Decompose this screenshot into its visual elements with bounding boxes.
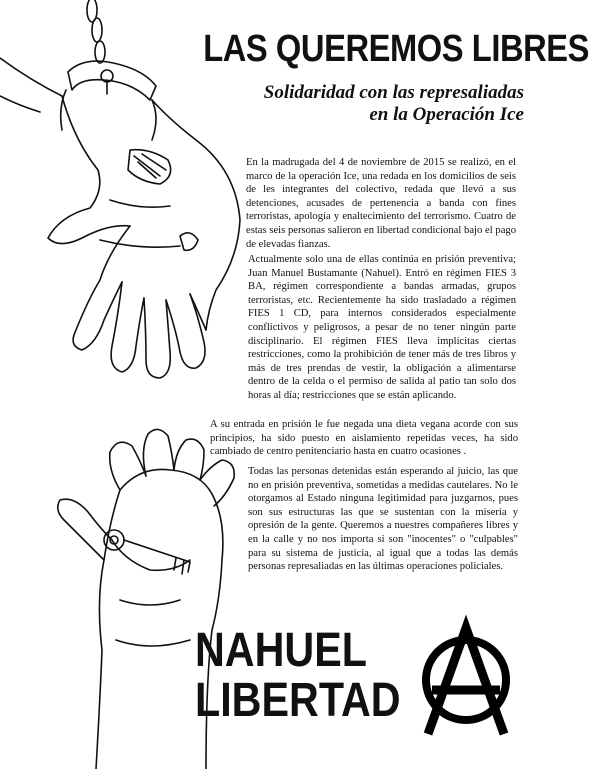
handcuff xyxy=(61,61,156,140)
paragraph-raid: En la madrugada del 4 de noviembre de 2015 se realizó, en el marco de la operación Ice, una redada en los domicilios de seis de les integrantes del colectivo, redada que llevó a sus detenciones, acusades de pertenencia a banda con fines terroristas, apología y enaltecimiento del terrorismo. Cuatro de estas seis personas salieron en libertad condicional bajo el pago de elevadas fianzas. xyxy=(246,157,516,250)
page-subtitle xyxy=(184,82,524,126)
anarchy-symbol xyxy=(426,628,506,734)
paragraph-prison-regime: Actualmente solo una de ellas continúa en prisión preventiva; Juan Manuel Bustamante (Nahuel). Entró en régimen FIES 3 BA, régimen correspondiente a bandas armadas, grupos terroristas, etc. Recientemente ha sido trasladado a régimen FIES 1 CD, para internos considerados especialmente conflictivos y peligrosos, a pesar de no tener ningún parte disciplinario. El régimen FIES lleva implícitas ciertas restricciones, como la prohibición de tener más de tres libros y más de tres prendas de vestir, la obligación a alimentarse dentro de la celda o el permiso de salida al patio tan solo dos horas al día; restricciones que se están aplicando. xyxy=(248,254,516,401)
footer-libertad: LIBERTAD xyxy=(195,674,401,727)
subtitle-line-2: en la Operación Ice xyxy=(369,104,524,125)
paragraph-solidarity: Todas las personas detenidas están esperando al juicio, las que no en prisión preventiva, sometidas a medidas cautelares. No le otorgamos al Estado ninguna legitimidad para juzgarnos, pues son sus estructuras las que se sustentan con la miseria y opresión de la gente. Queremos a nuestres compañeres libres y en la calle y no nos importa si son "inocentes" o "culpables" para su sistema de justicia, al igual que a todas las demás personas represaliadas en las últimas operaciones policiales. xyxy=(248,466,518,573)
subtitle-line-1: Solidaridad con las represaliadas xyxy=(263,82,524,103)
chain xyxy=(87,0,105,63)
page-title: LAS QUEREMOS LIBRES xyxy=(203,28,589,70)
paragraph-treatment: A su entrada en prisión le fue negada una dieta vegana acorde con sus principios, ha sido puesto en aislamiento repetidas veces, ha sido cambiado de centro penitenciario hasta en cuatro ocasiones . xyxy=(210,419,518,458)
footer-name: NAHUEL xyxy=(195,624,367,677)
